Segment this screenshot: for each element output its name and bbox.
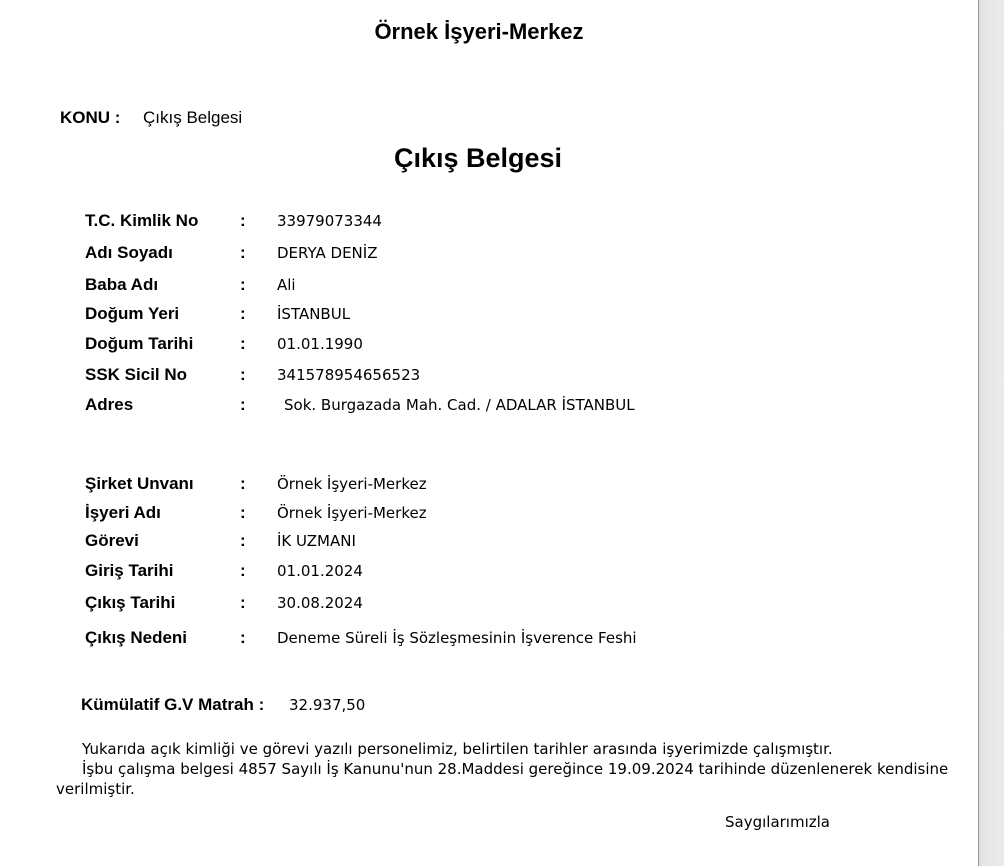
field-separator: :	[240, 243, 246, 262]
field-separator: :	[240, 365, 246, 384]
tc-kimlik-value: 33979073344	[277, 212, 382, 230]
field-separator: :	[240, 334, 246, 353]
window-edge	[978, 0, 1004, 866]
full-name-label: Adı Soyadı	[85, 243, 173, 262]
address-label: Adres	[85, 395, 134, 414]
field-separator: :	[240, 531, 246, 550]
start-date-label: Giriş Tarihi	[85, 561, 174, 580]
workplace-name-label: İşyeri Adı	[85, 503, 161, 522]
field-separator: :	[240, 503, 246, 522]
subject-value: Çıkış Belgesi	[143, 108, 243, 127]
birth-date-value: 01.01.1990	[277, 335, 363, 353]
field-separator: :	[240, 474, 246, 493]
company-name-label: Şirket Unvanı	[85, 474, 194, 493]
tc-kimlik-label: T.C. Kimlik No	[85, 211, 199, 230]
address-value: Sok. Burgazada Mah. Cad. / ADALAR İSTANBUL	[284, 396, 635, 414]
ssk-number-value: 341578954656523	[277, 366, 421, 384]
birth-date-label: Doğum Tarihi	[85, 334, 194, 353]
subject-label: KONU :	[60, 108, 121, 127]
position-value: İK UZMANI	[277, 532, 356, 550]
position-label: Görevi	[85, 531, 139, 550]
field-separator: :	[240, 304, 246, 323]
birth-place-value: İSTANBUL	[277, 305, 351, 323]
statement-paragraph	[56, 739, 956, 799]
statement-line-1: Yukarıda açık kimliği ve görevi yazılı personelimiz, belirtilen tarihler arasında işyerimizde çalışmıştır.	[82, 740, 833, 758]
exit-date-label: Çıkış Tarihi	[85, 593, 176, 612]
start-date-value: 01.01.2024	[277, 562, 363, 580]
company-name-value: Örnek İşyeri-Merkez	[277, 475, 427, 493]
field-separator: :	[240, 395, 246, 414]
full-name-value: DERYA DENİZ	[277, 244, 378, 262]
birth-place-label: Doğum Yeri	[85, 304, 180, 323]
workplace-name-value: Örnek İşyeri-Merkez	[277, 504, 427, 522]
father-name-label: Baba Adı	[85, 275, 159, 294]
field-separator: :	[240, 275, 246, 294]
statement-line-2: İşbu çalışma belgesi 4857 Sayılı İş Kanunu'nun 28.Maddesi gereğince 19.09.2024 tarihinde düzenlenerek kendisine verilmiştir.	[56, 760, 949, 798]
exit-date-value: 30.08.2024	[277, 594, 363, 612]
tax-base-value: 32.937,50	[289, 696, 366, 714]
field-separator: :	[240, 628, 246, 647]
tax-base-label: Kümülatif G.V Matrah :	[81, 695, 265, 714]
exit-reason-value: Deneme Süreli İş Sözleşmesinin İşverence Feshi	[277, 629, 637, 647]
document-title: Çıkış Belgesi	[393, 143, 563, 173]
field-separator: :	[240, 211, 246, 230]
closing-text: Saygılarımızla	[725, 813, 830, 831]
field-separator: :	[240, 561, 246, 580]
field-separator: :	[240, 593, 246, 612]
company-title: Örnek İşyeri-Merkez	[374, 19, 584, 44]
ssk-number-label: SSK Sicil No	[85, 365, 188, 384]
father-name-value: Ali	[277, 276, 296, 294]
exit-reason-label: Çıkış Nedeni	[85, 628, 188, 647]
